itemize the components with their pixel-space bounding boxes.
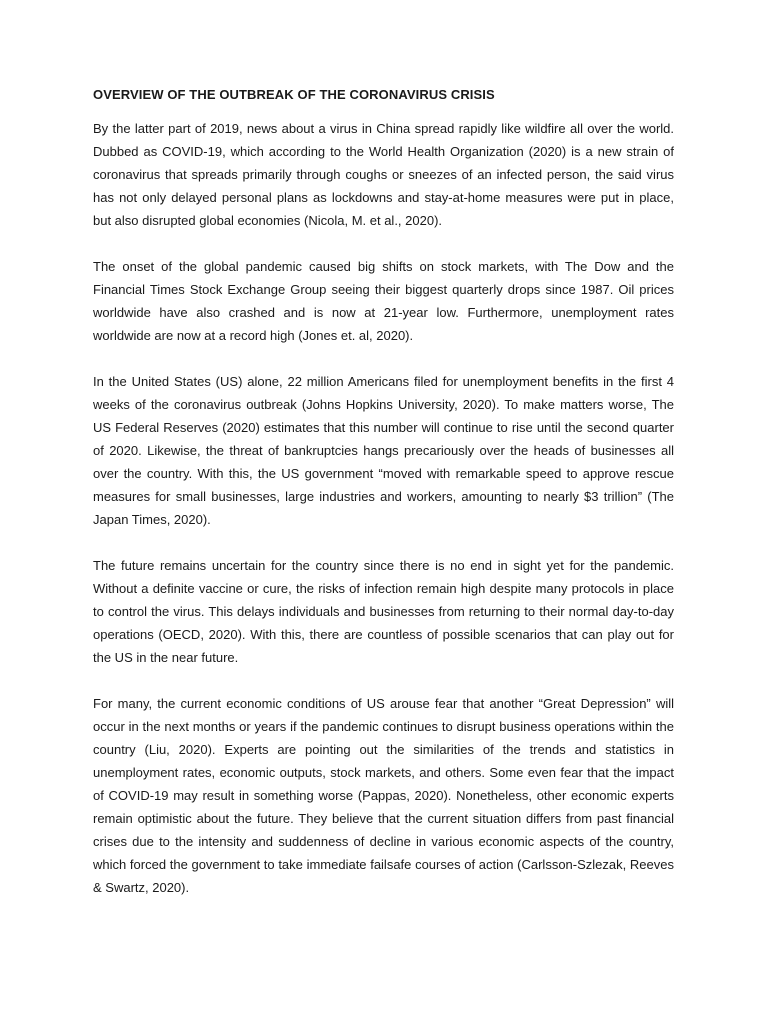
paragraph-1: By the latter part of 2019, news about a virus in China spread rapidly like wildfire all over the world. Dubbed as COVID-19, which according to the World Health Organization (2020) is a new strain of coronavirus that spreads primarily through coughs or sneezes of an infected person, the said virus has not only delayed personal plans as lockdowns and stay-at-home measures were put in place, but also disrupted global economies (Nicola, M. et al., 2020).	[93, 121, 674, 228]
paragraph-2: The onset of the global pandemic caused big shifts on stock markets, with The Dow and the Financial Times Stock Exchange Group seeing their biggest quarterly drops since 1987. Oil prices worldwide have also crashed and is now at 21-year low. Furthermore, unemployment rates worldwide are now at a record high (Jones et. al, 2020).	[93, 259, 674, 343]
paragraph-4: The future remains uncertain for the country since there is no end in sight yet for the pandemic. Without a definite vaccine or cure, the risks of infection remain high despite many protocols in place to control the virus. This delays individuals and businesses from returning to their normal day-to-day operations (OECD, 2020). With this, there are countless of possible scenarios that can play out for the US in the near future.	[93, 558, 674, 665]
paragraph-3: In the United States (US) alone, 22 million Americans filed for unemployment benefits in the first 4 weeks of the coronavirus outbreak (Johns Hopkins University, 2020). To make matters worse, The US Federal Reserves (2020) estimates that this number will continue to rise until the second quarter of 2020. Likewise, the threat of bankruptcies hangs precariously over the heads of businesses all over the country. With this, the US government “moved with remarkable speed to approve rescue measures for small businesses, large industries and workers, amounting to nearly $3 trillion” (The Japan Times, 2020).	[93, 374, 674, 527]
paragraph-5: For many, the current economic conditions of US arouse fear that another “Great Depression” will occur in the next months or years if the pandemic continues to disrupt business operations within the country (Liu, 2020). Experts are pointing out the similarities of the trends and statistics in unemployment rates, economic outputs, stock markets, and others. Some even fear that the impact of COVID-19 may result in something worse (Pappas, 2020). Nonetheless, other economic experts remain optimistic about the future. They believe that the current situation differs from past financial crises due to the intensity and suddenness of decline in various economic aspects of the country, which forced the government to take immediate failsafe courses of action (Carlsson-Szlezak, Reeves & Swartz, 2020).	[93, 696, 674, 895]
document-body	[93, 86, 674, 899]
document-title: OVERVIEW OF THE OUTBREAK OF THE CORONAVIRUS CRISIS	[93, 87, 495, 102]
